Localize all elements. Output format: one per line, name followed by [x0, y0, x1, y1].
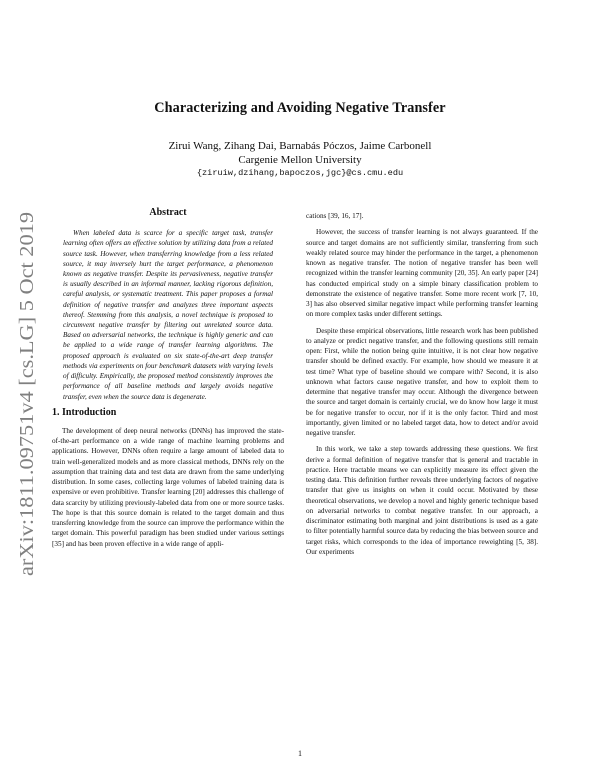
- abstract-text: When labeled data is scarce for a specific target task, transfer learning often offers an effective solution by utilizing data from a related source task. However, when transferring knowledge from a less related source, it may inversely hurt the target performance, a phenomenon known as negative transfer. Despite its pervasiveness, negative transfer is usually described in an informal manner, lacking rigorous definition, careful analysis, or systematic treatment. This paper proposes a formal definition of negative transfer and analyzes three important aspects thereof. Stemming from this analysis, a novel technique is proposed to circumvent negative transfer by filtering out unrelated source data. Based on adversarial networks, the technique is highly generic and can be applied to a wide range of transfer learning algorithms. The proposed approach is evaluated on six state-of-the-art deep transfer methods via experiments on four benchmark datasets with varying levels of difficulty. Empirically, the proposed method consistently improves the performance of all baseline methods and largely avoids negative transfer, even when the source data is degenerate.: [63, 229, 273, 401]
- arxiv-stamp: [3, 0, 43, 776]
- author-emails: {ziruiw,dzihang,bapoczos,jgc}@cs.cmu.edu: [196, 168, 404, 178]
- author-list: Zirui Wang, Zihang Dai, Barnabás Póczos, Jaime Carbonell: [168, 140, 432, 152]
- affiliation: Cargenie Mellon University: [238, 153, 362, 166]
- abstract-heading: Abstract: [149, 207, 187, 218]
- body-paragraph-open-questions: Despite these empirical observations, little research work has been published to analyze or predict negative transfer, and the following questions still remain open: First, while the notion being quite intuitive, it is not clear how negative transfer should be defined exactly. For example, how should we measure it at test time? What type of baseline should we compare with? Second, it is also unknown what factors cause negative transfer, and how to exploit them to determine that negative transfer may occur. Although the divergence between the source and target domain is certainly crucial, we do know how large it must be for negative transfer to occur, nor if it is the only factor. Third and most importantly, given limited or no labeled target data, how to detect and/or avoid negative transfer.: [306, 326, 538, 437]
- intro-paragraph: The development of deep neural networks (DNNs) has improved the state-of-the-art performance on a wide range of machine learning problems and applications. However, DNNs often require a large amount of labeled data to train well-generalized models and as more classical methods, DNNs rely on the assumption that training data and test data are drawn from the same underlying distribution. In some cases, collecting large volumes of labeled training data is expensive or even prohibitive. Transfer learning [20] addresses this challenge of data scarcity by utilizing previously-labeled data from one or more source tasks. The hope is that this source domain is related to the target domain and thus transferring knowledge from the source can improve the performance within the target domain. This powerful paradigm has been studied under various settings [35] and has been proven effective in a wide range of appli-: [52, 426, 284, 548]
- body-paragraph-negative-transfer: However, the success of transfer learning is not always guaranteed. If the source and target domains are not sufficiently similar, transferring from such weakly related source may hinder the performance in the target, a phenomenon known as negative transfer. The notion of negative transfer has been well recognized within the transfer learning community [20, 35]. An early paper [24] has conducted empirical study on a simple binary classification problem to demonstrate the existence of negative transfer. Some more recent work [7, 10, 3] has also observed similar negative impact while performing transfer learning on more complex tasks under different settings.: [306, 228, 538, 319]
- author-block: [0, 140, 600, 167]
- right-column: [306, 211, 538, 557]
- body-paragraph-contributions: In this work, we take a step towards addressing these questions. We first derive a formal definition of negative transfer that is general and tractable in practice. Here tractable means we can explicitly measure its effect given the testing data. This definition further reveals three underlying factors of negative transfer that give us insights on when it could occur. Motivated by these theoretical observations, we develop a novel and highly generic technique based on adversarial networks to combat negative transfer. In our approach, a discriminator estimating both marginal and joint distributions is used as a gate to filter potentially harmful source data by reducing the bias between source and target risks, which corresponds to the idea of importance reweighting [5, 38]. Our experiments: [306, 445, 538, 556]
- arxiv-stamp-text: arXiv:1811.09751v4 [cs.LG] 5 Oct 2019: [17, 258, 38, 576]
- paper-title: Characterizing and Avoiding Negative Transfer: [154, 100, 446, 116]
- section-heading-introduction: 1. Introduction: [52, 406, 117, 418]
- continued-paragraph: cations [39, 16, 17].: [306, 212, 364, 220]
- page-number: 1: [298, 749, 302, 758]
- left-column: [52, 208, 284, 549]
